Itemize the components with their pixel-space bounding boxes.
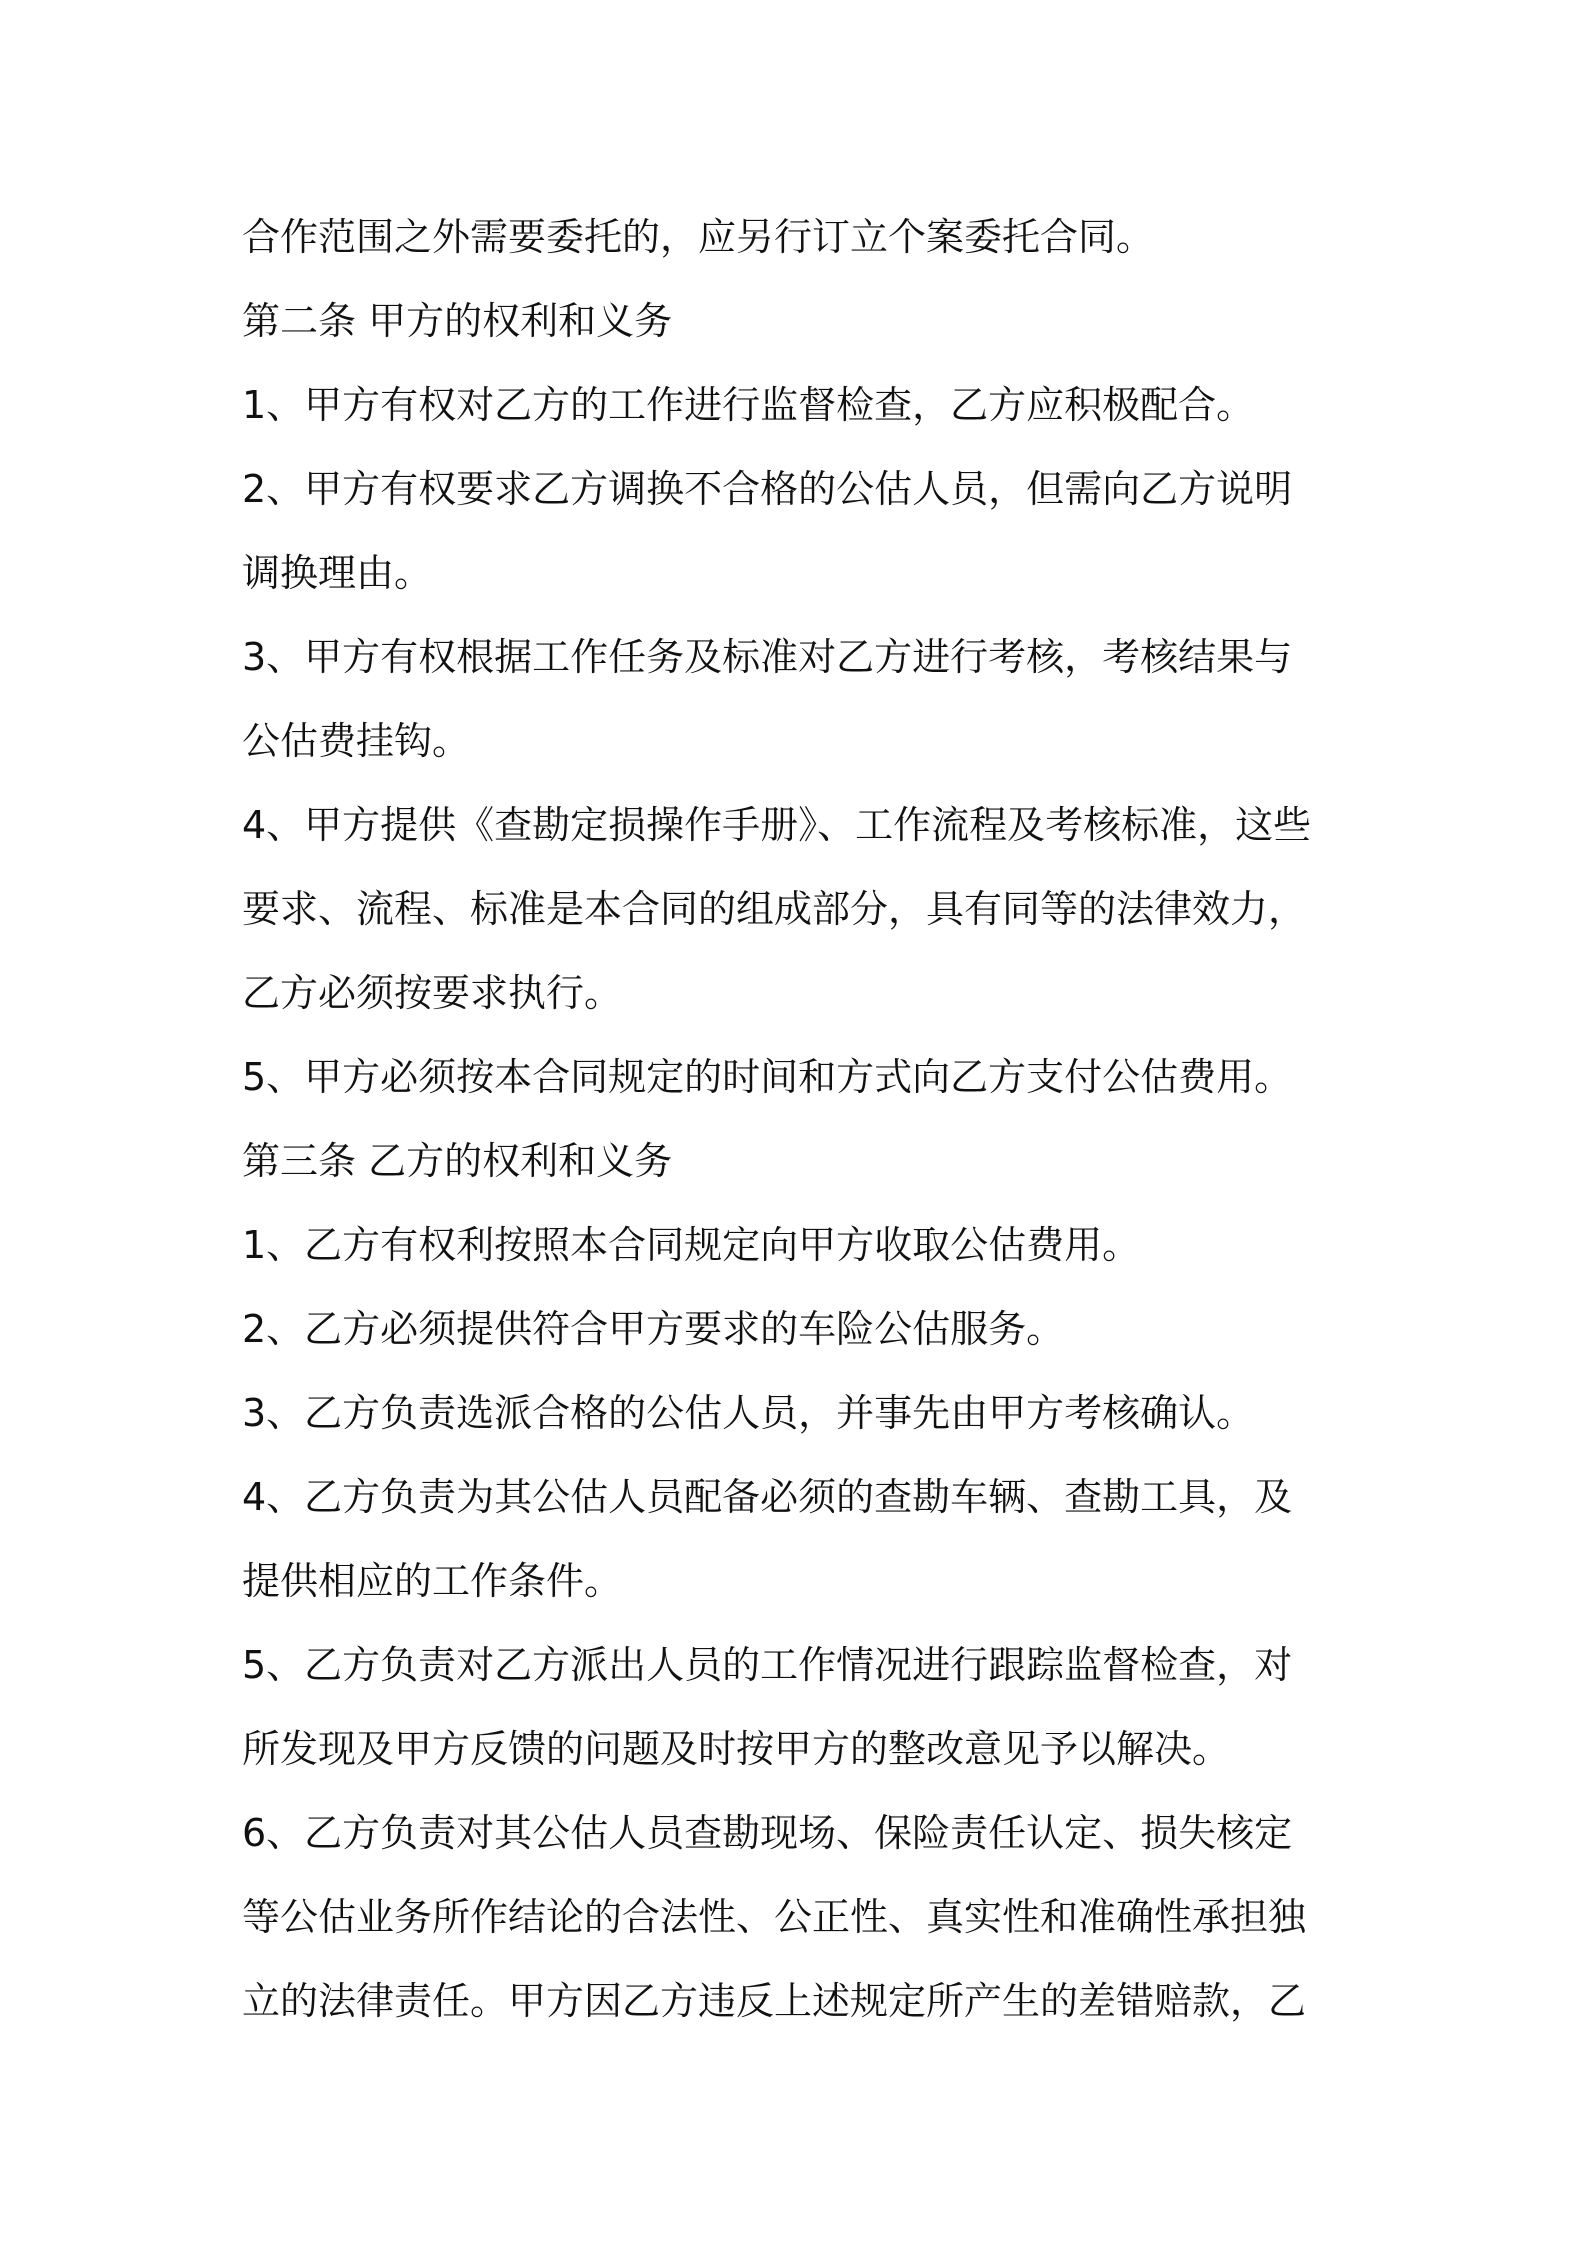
- clause-3-6-line: 等公估业务所作结论的合法性、公正性、真实性和准确性承担独: [242, 1895, 1307, 1939]
- clause-2-1-line: 1、甲方有权对乙方的工作进行监督检查，乙方应积极配合。: [242, 383, 1255, 427]
- clause-3-4-line: 提供相应的工作条件。: [242, 1559, 623, 1603]
- section-heading-article-3: 第三条 乙方的权利和义务: [242, 1139, 673, 1183]
- clause-3-6-line: 立的法律责任。甲方因乙方违反上述规定所产生的差错赔款，乙: [242, 1979, 1307, 2023]
- clause-2-3-line: 3、甲方有权根据工作任务及标准对乙方进行考核，考核结果与: [242, 635, 1293, 679]
- clause-3-5-line: 所发现及甲方反馈的问题及时按甲方的整改意见予以解决。: [242, 1727, 1231, 1771]
- document-body: [242, 195, 1362, 2043]
- section-heading-article-2: 第二条 甲方的权利和义务: [242, 299, 673, 343]
- clause-3-1-line: 1、乙方有权利按照本合同规定向甲方收取公估费用。: [242, 1223, 1141, 1267]
- clause-2-2-line: 2、甲方有权要求乙方调换不合格的公估人员，但需向乙方说明: [242, 467, 1293, 511]
- clause-2-3-line: 公估费挂钩。: [242, 719, 471, 763]
- clause-2-4-line: 要求、流程、标准是本合同的组成部分，具有同等的法律效力，: [242, 887, 1307, 931]
- clause-3-2-line: 2、乙方必须提供符合甲方要求的车险公估服务。: [242, 1307, 1065, 1351]
- clause-2-4-line: 4、甲方提供《查勘定损操作手册》、工作流程及考核标准，这些: [242, 803, 1312, 847]
- clause-2-5-line: 5、甲方必须按本合同规定的时间和方式向乙方支付公估费用。: [242, 1055, 1293, 1099]
- clause-2-2-line: 调换理由。: [242, 551, 433, 595]
- clause-2-4-line: 乙方必须按要求执行。: [242, 971, 623, 1015]
- clause-3-3-line: 3、乙方负责选派合格的公估人员，并事先由甲方考核确认。: [242, 1391, 1255, 1435]
- clause-3-6-line: 6、乙方负责对其公估人员查勘现场、保险责任认定、损失核定: [242, 1811, 1293, 1855]
- clause-3-5-line: 5、乙方负责对乙方派出人员的工作情况进行跟踪监督检查，对: [242, 1643, 1293, 1687]
- clause-3-4-line: 4、乙方负责为其公估人员配备必须的查勘车辆、查勘工具，及: [242, 1475, 1293, 1519]
- body-text-line: 合作范围之外需要委托的，应另行订立个案委托合同。: [242, 215, 1155, 259]
